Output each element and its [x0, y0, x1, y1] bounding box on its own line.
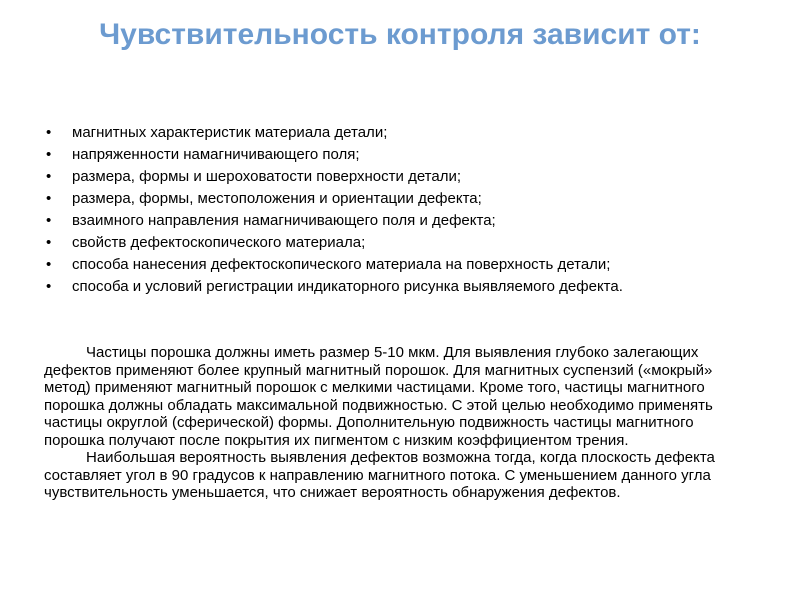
bullet-marker: •: [46, 190, 52, 207]
bullet-item: [44, 212, 744, 230]
bullet-marker: •: [46, 212, 52, 229]
bullet-list: [44, 124, 744, 300]
bullet-marker: •: [46, 256, 52, 273]
slide-title: Чувствительность контроля зависит от:: [99, 18, 701, 51]
bullet-text: размера, формы, местоположения и ориентации дефекта;: [72, 190, 482, 207]
bullet-marker: •: [46, 168, 52, 185]
bullet-text: способа и условий регистрации индикаторного рисунка выявляемого дефекта.: [72, 278, 623, 295]
bullet-text: магнитных характеристик материала детали;: [72, 124, 388, 141]
bullet-text: напряженности намагничивающего поля;: [72, 146, 360, 163]
bullet-marker: •: [46, 234, 52, 251]
bullet-marker: •: [46, 124, 52, 141]
bullet-marker: •: [46, 146, 52, 163]
body-text: [44, 344, 749, 502]
bullet-item: [44, 124, 744, 142]
bullet-text: взаимного направления намагничивающего поля и дефекта;: [72, 212, 496, 229]
bullet-text: способа нанесения дефектоскопического материала на поверхность детали;: [72, 256, 611, 273]
bullet-item: [44, 256, 744, 274]
bullet-item: [44, 190, 744, 208]
bullet-item: [44, 278, 744, 296]
bullet-text: свойств дефектоскопического материала;: [72, 234, 366, 251]
bullet-item: [44, 146, 744, 164]
bullet-item: [44, 234, 744, 252]
bullet-item: [44, 168, 744, 186]
bullet-marker: •: [46, 278, 52, 295]
paragraph-particles: Частицы порошка должны иметь размер 5-10 мкм. Для выявления глубоко залегающих дефектов применяют более крупный магнитный порошок. Для магнитных суспензий («мокрый» метод) применяют магнитный порошок с мелкими частицами. Кроме того, частицы магнитного порошка должны обладать максимальной подвижностью. С этой целью необходимо применять частицы округлой (сферической) формы. Дополнительную подвижность частицы магнитного порошка получают после покрытия их пигментом с низким коэффициентом трения.: [44, 344, 713, 449]
bullet-text: размера, формы и шероховатости поверхности детали;: [72, 168, 462, 185]
paragraph-angle: Наибольшая вероятность выявления дефектов возможна тогда, когда плоскость дефекта составляет угол в 90 градусов к направлению магнитного потока. С уменьшением данного угла чувствительность уменьшается, что снижает вероятность обнаружения дефектов.: [44, 449, 715, 501]
